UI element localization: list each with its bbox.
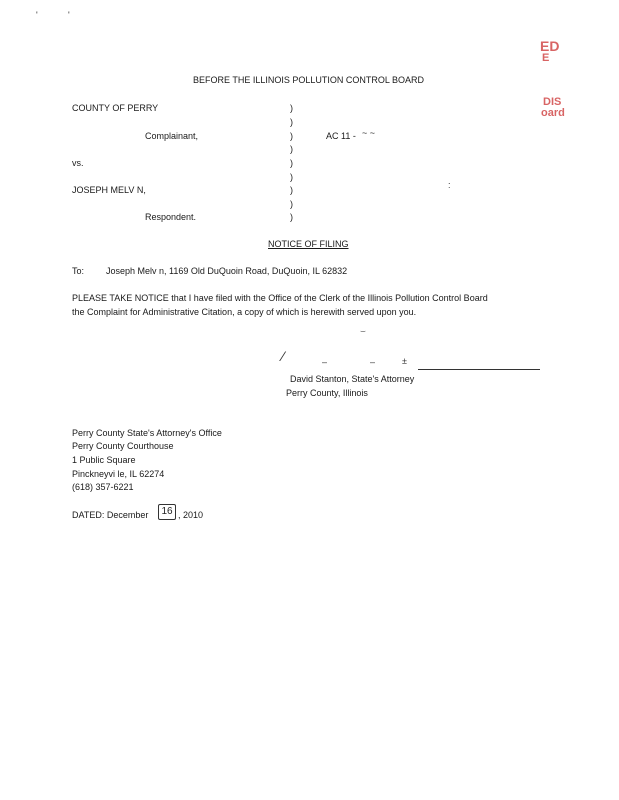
caption-paren: ) (290, 158, 293, 168)
respondent-label: Respondent. (145, 212, 197, 222)
notice-heading: NOTICE OF FILING (268, 239, 349, 249)
caption-paren: ) (290, 117, 293, 127)
stamp-line-1: ED (540, 38, 560, 54)
office-line-2: Perry County Courthouse (72, 441, 174, 451)
caption-paren: ) (290, 131, 293, 141)
office-line-1: Perry County State's Attorney's Office (72, 428, 222, 438)
complainant-label: Complainant, (145, 131, 199, 141)
caption-paren: ) (290, 212, 293, 222)
filing-stamp-lower (543, 97, 565, 119)
office-line-4: Pinckneyvi le, IL 62274 (72, 469, 165, 479)
document-title: BEFORE THE ILLINOIS POLLUTION CONTROL BOARD (193, 75, 425, 85)
to-label: To: (72, 266, 85, 276)
office-line-5: (618) 357-6221 (72, 482, 134, 492)
addressee: Joseph Melv n, 1169 Old DuQuoin Road, DuQuoin, IL 62832 (106, 266, 348, 276)
case-number-handwriting: ~ ~ (362, 128, 376, 138)
office-line-3: 1 Public Square (72, 455, 136, 465)
signer-county: Perry County, Illinois (286, 388, 368, 398)
signature-line (418, 369, 540, 370)
caption-paren: ) (290, 199, 293, 209)
case-number: AC 11 - (326, 131, 356, 141)
caption-paren: ) (290, 185, 293, 195)
scan-artifact: ' (36, 10, 38, 20)
scan-artifact: ' (68, 10, 70, 20)
dated-prefix: DATED: December (72, 510, 149, 520)
stamp-line-2: E (542, 52, 550, 64)
stamp-line-3: DIS (543, 96, 562, 108)
county-party: COUNTY OF PERRY (72, 103, 159, 113)
signature-scribble: – (370, 357, 376, 367)
respondent-name: JOSEPH MELV N, (72, 185, 146, 195)
notice-body-line-1: PLEASE TAKE NOTICE that I have filed with the Office of the Clerk of the Illinois Pollution Control Board (72, 293, 488, 303)
caption-paren: ) (290, 172, 293, 182)
dated-year: , 2010 (178, 510, 204, 520)
dated-day-handwritten: 16 (158, 504, 176, 520)
filing-stamp (540, 40, 559, 64)
signature-scribble: – (322, 357, 328, 367)
caption-paren: ) (290, 144, 293, 154)
signature-scribble: ⌣ (360, 326, 366, 336)
versus-label: vs. (72, 158, 84, 168)
stamp-line-4: oard (541, 107, 565, 119)
signature-scribble: ⁄ (282, 348, 285, 364)
notice-body-line-2: the Complaint for Administrative Citation, a copy of which is herewith served upon you. (72, 307, 417, 317)
scan-artifact: : (448, 180, 451, 190)
caption-paren: ) (290, 103, 293, 113)
signature-scribble: ± (402, 356, 407, 366)
signer-name: David Stanton, State's Attorney (290, 374, 415, 384)
